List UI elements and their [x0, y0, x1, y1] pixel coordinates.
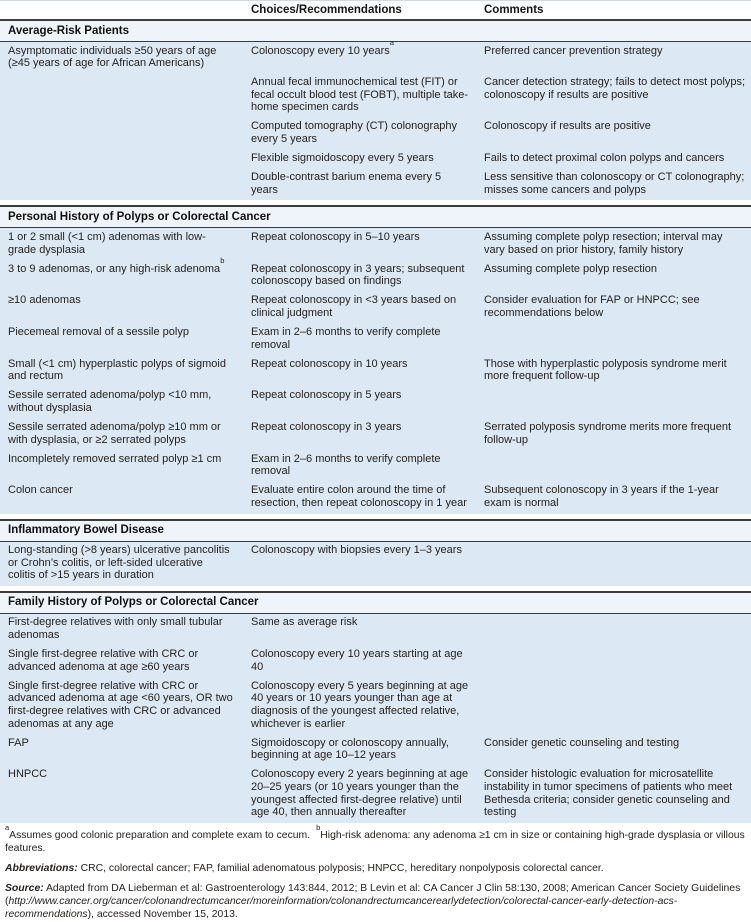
- condition-cell: [0, 118, 247, 150]
- recommendation-cell: Colonoscopy every 10 years$^a$: [247, 42, 480, 74]
- footnote-ab: [5, 822, 745, 856]
- comment-cell: [480, 450, 751, 482]
- footnote-b-text: High-risk adenoma: any adenoma ≥1 cm in size or containing high-grade dysplasia or villous features.: [5, 829, 745, 854]
- table-row: [0, 766, 751, 823]
- condition-cell: Colon cancer: [0, 482, 247, 514]
- comment-cell: Fails to detect proximal colon polyps and cancers: [480, 150, 751, 169]
- condition-cell: [0, 150, 247, 169]
- table-row: [0, 387, 751, 419]
- comment-cell: [480, 613, 751, 645]
- table-row: [0, 150, 751, 169]
- comment-cell: [480, 541, 751, 586]
- recommendation-cell: Repeat colonoscopy in 10 years: [247, 355, 480, 387]
- comment-cell: [480, 324, 751, 356]
- recommendation-cell: Exam in 2–6 months to verify complete removal: [247, 324, 480, 356]
- recommendation-cell: Repeat colonoscopy in 5 years: [247, 387, 480, 419]
- condition-cell: Single first-degree relative with CRC or advanced adenoma at age <60 years, OR two first-degree relatives with CRC or advanced adenomas at any age: [0, 677, 247, 734]
- condition-cell: FAP: [0, 734, 247, 766]
- footnote-a-text: Assumes good colonic preparation and complete exam to cecum.: [9, 829, 311, 841]
- recommendation-cell: Flexible sigmoidoscopy every 5 years: [247, 150, 480, 169]
- table-row: [0, 419, 751, 451]
- section-header-personal-history: [0, 206, 751, 228]
- section-title: Family History of Polyps or Colorectal Cancer: [0, 592, 751, 614]
- condition-cell: HNPCC: [0, 766, 247, 823]
- recommendation-cell: Repeat colonoscopy in <3 years based on clinical judgment: [247, 292, 480, 324]
- footnote-marker-a: a: [5, 822, 10, 832]
- table-row: [0, 118, 751, 150]
- comment-cell: Colonoscopy if results are positive: [480, 118, 751, 150]
- footnote-marker-b: b: [316, 822, 321, 832]
- col-header-choices: Choices/Recommendations: [247, 1, 480, 21]
- condition-cell: Sessile serrated adenoma/polyp ≥10 mm or with dysplasia, or ≥2 serrated polyps: [0, 419, 247, 451]
- comment-cell: Consider genetic counseling and testing: [480, 734, 751, 766]
- condition-cell: [0, 169, 247, 201]
- table-row: [0, 74, 751, 118]
- comment-cell: Preferred cancer prevention strategy: [480, 42, 751, 74]
- table-row: [0, 169, 751, 201]
- source-url: http://www.cancer.org/cancer/colonandrectumcancer/moreinformation/colonandrectumcancerearlydetection/colorectal-cancer-early-detection-acs-recommendations: [5, 895, 678, 920]
- comment-cell: Cancer detection strategy; fails to detect most polyps; colonoscopy if results are positive: [480, 74, 751, 118]
- condition-cell: First-degree relatives with only small tubular adenomas: [0, 613, 247, 645]
- source-text-post: ), accessed November 15, 2013.: [87, 908, 238, 920]
- table-row: [0, 646, 751, 678]
- recommendation-cell: Exam in 2–6 months to verify complete removal: [247, 450, 480, 482]
- section-title: Average-Risk Patients: [0, 20, 751, 42]
- section-header-average-risk: [0, 20, 751, 42]
- condition-cell: Piecemeal removal of a sessile polyp: [0, 324, 247, 356]
- footnote-marker: b: [220, 256, 225, 266]
- condition-cell: 3 to 9 adenomas, or any high-risk adenoma$^b$: [0, 260, 247, 292]
- footnote-marker: a: [389, 38, 394, 48]
- section-title: Personal History of Polyps or Colorectal Cancer: [0, 206, 751, 228]
- comment-cell: Subsequent colonoscopy in 3 years if the 1-year exam is normal: [480, 482, 751, 514]
- table-row: [0, 450, 751, 482]
- section-header-ibd: [0, 520, 751, 542]
- table-row: [0, 260, 751, 292]
- comment-cell: [480, 387, 751, 419]
- source-note: [5, 883, 745, 921]
- comment-cell: Assuming complete polyp resection; interval may vary based on prior history, family history: [480, 228, 751, 260]
- recommendation-cell: Colonoscopy with biopsies every 1–3 years: [247, 541, 480, 586]
- recommendation-cell: Double-contrast barium enema every 5 years: [247, 169, 480, 201]
- recommendation-cell: Colonoscopy every 10 years starting at age 40: [247, 646, 480, 678]
- table-row: [0, 613, 751, 645]
- condition-cell: 1 or 2 small (<1 cm) adenomas with low-grade dysplasia: [0, 228, 247, 260]
- abbreviations-text: CRC, colorectal cancer; FAP, familial adenomatous polyposis; HNPCC, hereditary nonpolyposis colorectal cancer.: [77, 862, 604, 874]
- comment-cell: Those with hyperplastic polyposis syndrome merit more frequent follow-up: [480, 355, 751, 387]
- source-label: Source:: [5, 883, 44, 895]
- condition-cell: [0, 74, 247, 118]
- comment-cell: Consider evaluation for FAP or HNPCC; see recommendations below: [480, 292, 751, 324]
- recommendation-cell: Evaluate entire colon around the time of resection, then repeat colonoscopy in 1 year: [247, 482, 480, 514]
- comment-cell: [480, 677, 751, 734]
- comment-cell: [480, 646, 751, 678]
- footnotes: [0, 823, 751, 922]
- comment-cell: Serrated polyposis syndrome merits more frequent follow-up: [480, 419, 751, 451]
- col-header-blank: [0, 1, 247, 21]
- comment-cell: Assuming complete polyp resection: [480, 260, 751, 292]
- condition-cell: Asymptomatic individuals ≥50 years of age (≥45 years of age for African Americans): [0, 42, 247, 74]
- recommendation-cell: Annual fecal immunochemical test (FIT) or fecal occult blood test (FOBT), multiple take-home specimen cards: [247, 74, 480, 118]
- recommendation-cell: Colonoscopy every 2 years beginning at age 20–25 years (or 10 years younger than the youngest affected first-degree relative) until age 40, then annually thereafter: [247, 766, 480, 823]
- table-row: [0, 355, 751, 387]
- recommendation-cell: Sigmoidoscopy or colonoscopy annually, beginning at age 10–12 years: [247, 734, 480, 766]
- recommendation-cell: Repeat colonoscopy in 3 years; subsequent colonoscopy based on findings: [247, 260, 480, 292]
- recommendation-cell: Colonoscopy every 5 years beginning at age 40 years or 10 years younger than age at diagnosis of the youngest affected relative, whichever is earlier: [247, 677, 480, 734]
- recommendation-cell: Repeat colonoscopy in 3 years: [247, 419, 480, 451]
- comment-cell: Less sensitive than colonoscopy or CT colonography; misses some cancers and polyps: [480, 169, 751, 201]
- column-header-row: [0, 1, 751, 21]
- table-row: [0, 292, 751, 324]
- condition-cell: Small (<1 cm) hyperplastic polyps of sigmoid and rectum: [0, 355, 247, 387]
- table-row: [0, 734, 751, 766]
- table-row: [0, 677, 751, 734]
- condition-cell: ≥10 adenomas: [0, 292, 247, 324]
- table-row: [0, 482, 751, 514]
- recommendation-cell: Same as average risk: [247, 613, 480, 645]
- table-row: [0, 228, 751, 260]
- condition-cell: Incompletely removed serrated polyp ≥1 cm: [0, 450, 247, 482]
- table-row: [0, 42, 751, 74]
- table-row: [0, 541, 751, 586]
- condition-cell: Single first-degree relative with CRC or advanced adenoma at age ≥60 years: [0, 646, 247, 678]
- comment-cell: Consider histologic evaluation for microsatellite instability in tumor specimens of patients who meet Bethesda criteria; consider genetic counseling and testing: [480, 766, 751, 823]
- abbreviations-label: Abbreviations:: [5, 862, 78, 874]
- col-header-comments: Comments: [480, 1, 751, 21]
- table-row: [0, 324, 751, 356]
- abbreviations-note: [5, 863, 745, 876]
- source-text-pre: Adapted from DA Lieberman et al: Gastroenterology 143:844, 2012; B Levin et al: CA Cancer J Clin 58:130, 2008; American Cancer Society Guidelines (: [5, 883, 741, 907]
- condition-cell: Sessile serrated adenoma/polyp <10 mm, without dysplasia: [0, 387, 247, 419]
- recommendation-cell: Computed tomography (CT) colonography every 5 years: [247, 118, 480, 150]
- recommendation-cell: Repeat colonoscopy in 5–10 years: [247, 228, 480, 260]
- section-header-family-history: [0, 592, 751, 614]
- section-title: Inflammatory Bowel Disease: [0, 520, 751, 542]
- condition-cell: Long-standing (>8 years) ulcerative pancolitis or Crohn’s colitis, or left-sided ulcerative colitis of >15 years in duration: [0, 541, 247, 586]
